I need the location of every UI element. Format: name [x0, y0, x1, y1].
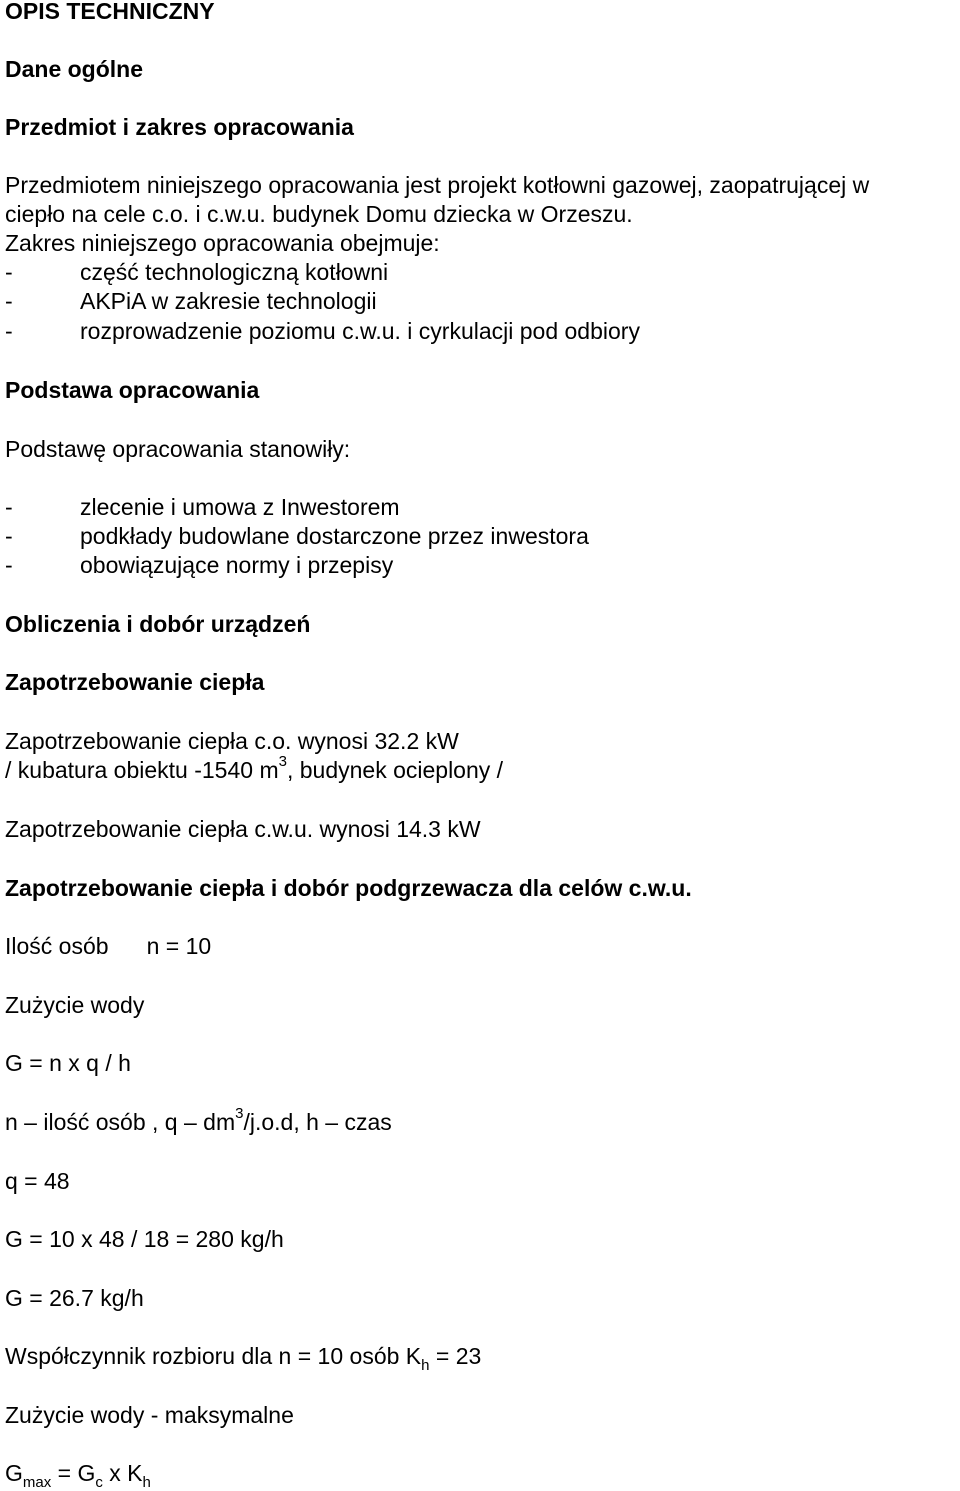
list-bullet: -	[5, 318, 13, 344]
text-run: = 23	[429, 1343, 482, 1369]
subscript: c	[95, 1474, 103, 1491]
superscript: 3	[278, 753, 287, 770]
subscript: max	[22, 1474, 52, 1491]
list-item-text: AKPiA w zakresie technologii	[80, 288, 377, 314]
paragraph-line: Zakres niniejszego opracowania obejmuje:	[5, 230, 440, 256]
formula-line	[5, 1105, 392, 1136]
section-heading-scope: Przedmiot i zakres opracowania	[5, 114, 354, 140]
text-run: Ilość osób	[5, 933, 109, 959]
text-run: / kubatura obiektu -1540 m	[5, 757, 279, 783]
section-heading-basis: Podstawa opracowania	[5, 377, 260, 403]
list-item	[5, 493, 400, 521]
list-item-text: rozprowadzenie poziomu c.w.u. i cyrkulacji pod odbiory	[80, 318, 640, 344]
list-item	[5, 551, 393, 579]
list-item-text: podkłady budowlane dostarczone przez inwestora	[80, 523, 589, 549]
text-run: n = 10	[146, 933, 212, 959]
paragraph-line: Zużycie wody - maksymalne	[5, 1402, 294, 1428]
paragraph-line	[5, 753, 504, 784]
paragraph-line	[5, 932, 211, 960]
formula-line	[5, 1459, 151, 1491]
text-run: Współczynnik rozbioru dla n = 10 osób K	[5, 1343, 422, 1369]
text-run: x K	[102, 1460, 143, 1486]
list-item	[5, 522, 589, 550]
list-item	[5, 258, 388, 286]
paragraph-line: Zapotrzebowanie ciepła c.o. wynosi 32.2 kW	[5, 728, 459, 754]
text-run: G	[5, 1460, 23, 1486]
formula-line	[5, 1342, 482, 1374]
subscript: h	[421, 1357, 430, 1374]
list-item	[5, 317, 640, 345]
section-heading-heater: Zapotrzebowanie ciepła i dobór podgrzewacza dla celów c.w.u.	[5, 875, 692, 901]
list-item	[5, 287, 377, 315]
list-item-text: obowiązujące normy i przepisy	[80, 552, 394, 578]
list-bullet: -	[5, 259, 13, 285]
formula-line: G = n x q / h	[5, 1050, 131, 1076]
text-run: /j.o.d, h – czas	[243, 1109, 392, 1135]
text-run: , budynek ocieplony /	[286, 757, 504, 783]
list-bullet: -	[5, 523, 13, 549]
formula-line: q = 48	[5, 1168, 70, 1194]
section-heading-heat: Zapotrzebowanie ciepła	[5, 669, 265, 695]
formula-line: G = 26.7 kg/h	[5, 1285, 144, 1311]
list-item-text: część technologiczną kotłowni	[80, 259, 389, 285]
list-bullet: -	[5, 552, 13, 578]
paragraph-line: Zapotrzebowanie ciepła c.w.u. wynosi 14.3 kW	[5, 816, 481, 842]
paragraph-line: Przedmiotem niniejszego opracowania jest projekt kotłowni gazowej, zaopatrującej w	[5, 172, 870, 198]
document-title: OPIS TECHNICZNY	[5, 0, 215, 24]
text-run: = G	[51, 1460, 96, 1486]
section-heading-calc: Obliczenia i dobór urządzeń	[5, 611, 311, 637]
paragraph-line: Zużycie wody	[5, 992, 145, 1018]
paragraph-line: ciepło na cele c.o. i c.w.u. budynek Domu dziecka w Orzeszu.	[5, 201, 633, 227]
subscript: h	[142, 1474, 151, 1491]
list-bullet: -	[5, 494, 13, 520]
superscript: 3	[235, 1105, 244, 1122]
list-item-text: zlecenie i umowa z Inwestorem	[80, 494, 400, 520]
section-heading-general: Dane ogólne	[5, 56, 144, 82]
text-run: n – ilość osób , q – dm	[5, 1109, 236, 1135]
list-bullet: -	[5, 288, 13, 314]
formula-line: G = 10 x 48 / 18 = 280 kg/h	[5, 1226, 284, 1252]
paragraph-line: Podstawę opracowania stanowiły:	[5, 436, 351, 462]
